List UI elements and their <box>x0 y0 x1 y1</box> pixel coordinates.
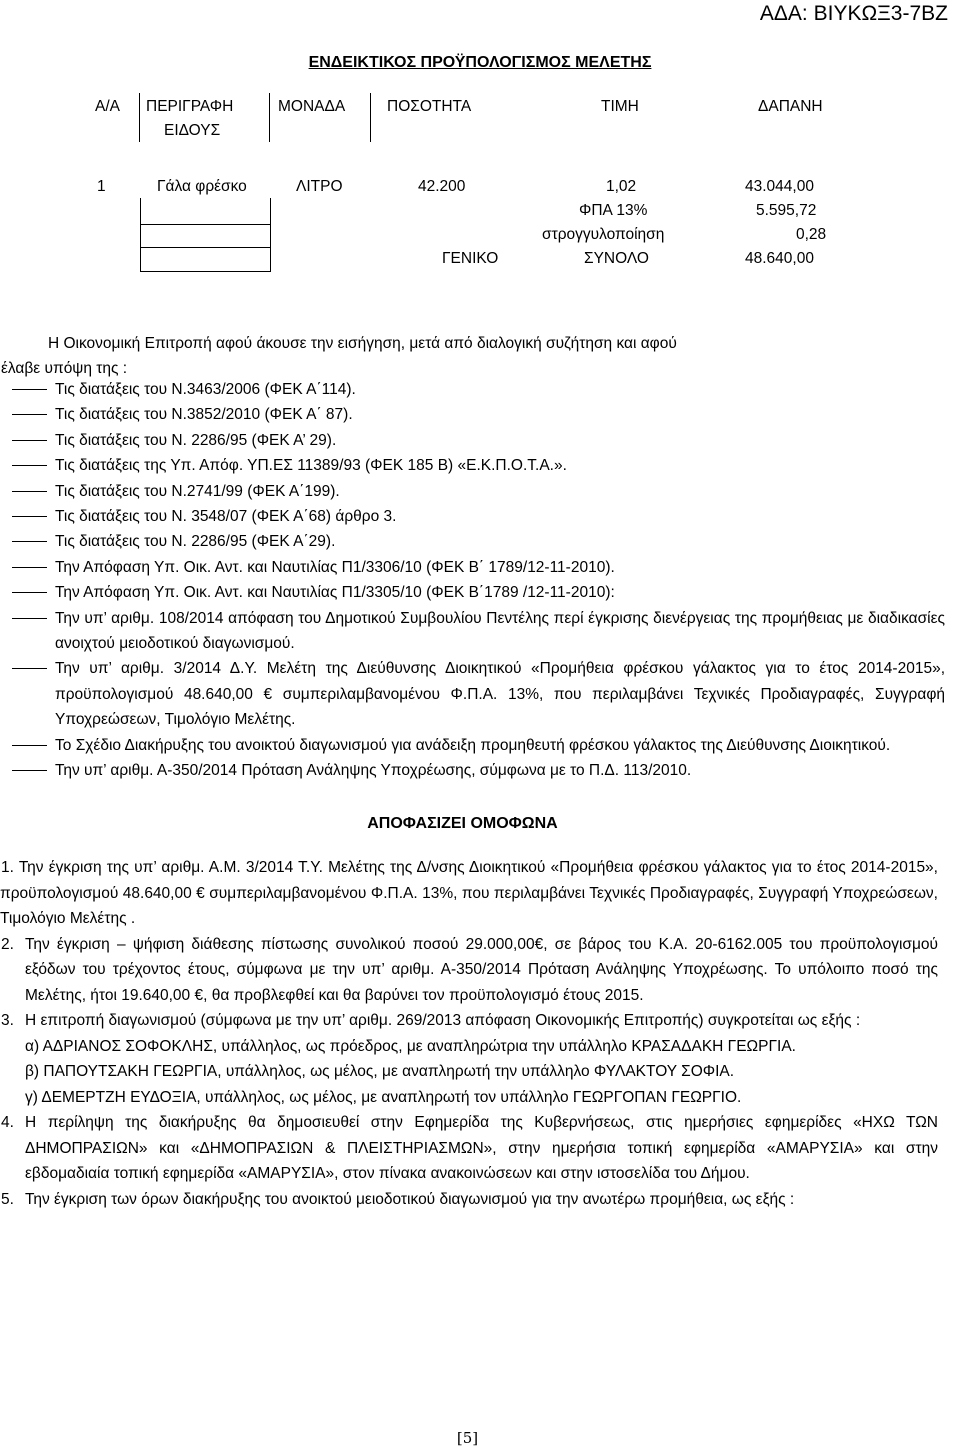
list-item-text: Τις διατάξεις του Ν. 2286/95 (ΦΕΚ Α΄29). <box>55 533 336 551</box>
list-item <box>0 529 945 554</box>
list-item <box>0 555 945 580</box>
decision-1 <box>0 855 938 932</box>
list-item <box>0 402 945 427</box>
dash-icon <box>12 618 47 619</box>
list-item <box>0 733 945 758</box>
list-item-text: Την Απόφαση Υπ. Οικ. Αντ. και Ναυτιλίας Π1/3305/10 (ΦΕΚ Β΄1789 /12-11-2010): <box>55 584 615 602</box>
decision-2-number: 2. <box>1 935 14 953</box>
list-item-text: Τις διατάξεις του Ν. 3548/07 (ΦΕΚ Α΄68) άρθρο 3. <box>55 508 397 526</box>
intro-line-1: Η Οικονομική Επιτροπή αφού άκουσε την εισήγηση, μετά από διαλογική συζήτηση και αφού <box>48 335 677 352</box>
col-description: ΠΕΡΙΓΡΑΦΗ <box>146 98 234 115</box>
row-cost: 43.044,00 <box>745 178 814 195</box>
decision-1-text: 1. Την έγκριση της υπ’ αριθμ. Α.Μ. 3/2014 Τ.Υ. Μελέτης της Δ/νσης Διοικητικού «Προμήθεια φρέσκου γάλακτος για το έτος 2014-2015», προϋπολογισμού 48.640,00 € συμπεριλαμβανομένου Φ.Π.Α. 13%, που περιλαμβάνει Τεχνικές Προδιαγραφές, Συγγραφή Υποχρεώσεων, Τιμολόγιο Μελέτης . <box>0 859 938 927</box>
decision-3-number: 3. <box>1 1012 14 1029</box>
decision-4-text: Η περίληψη της διακήρυξης θα δημοσιευθεί στην Εφημερίδα της Κυβερνήσεως, στις ημερήσιες εφημερίδες «ΗΧΩ ΤΩΝ ΔΗΜΟΠΡΑΣΙΩΝ» και «ΔΗΜΟΠΡΑΣΙΩΝ & ΠΛΕΙΣΤΗΡΙΑΣΜΩΝ», στην ημερήσια τοπική εφημερίδα «ΑΜΑΡΥΣΙΑ» και στην εβδομαδιαία τοπική εφημερίδα «ΑΜΑΡΥΣΙΑ», στον πίνακα ανακοινώσεων και στην ιστοσελίδα του Δήμου. <box>25 1114 938 1182</box>
decision-2 <box>0 932 938 1009</box>
list-item-text: Την υπ’ αριθμ. 3/2014 Δ.Υ. Μελέτη της Διεύθυνσης Διοικητικού «Προμήθεια φρέσκου γάλακτος για το έτος 2014-2015», προϋπολογισμού 48.640,00 € συμπεριλαμβανομένου Φ.Π.Α. 13%, που περιλαμβάνει Τεχνικές Προδιαγραφές, Συγγραφή Υποχρεώσεων, Τιμολόγιο Μελέτης. <box>55 660 945 729</box>
decision-3 <box>0 1008 938 1034</box>
decisions-list <box>0 855 938 1212</box>
row-description: Γάλα φρέσκο <box>157 178 247 195</box>
total-value: 48.640,00 <box>745 250 814 267</box>
vat-label: ΦΠΑ 13% <box>579 202 648 219</box>
dash-icon <box>12 592 47 593</box>
decision-4 <box>0 1110 938 1187</box>
list-item <box>0 428 945 453</box>
row-price: 1,02 <box>606 178 637 195</box>
dash-icon <box>12 465 47 466</box>
dash-icon <box>12 567 47 568</box>
page-number: [5] <box>456 1429 479 1447</box>
decision-5-text: Την έγκριση των όρων διακήρυξης του ανοικτού μειοδοτικού διαγωνισμού για την ανωτέρω προμήθεια, ως εξής : <box>25 1190 795 1208</box>
list-item-text: Την Απόφαση Υπ. Οικ. Αντ. και Ναυτιλίας Π1/3306/10 (ΦΕΚ Β΄ 1789/12-11-2010). <box>55 558 615 576</box>
dash-icon <box>12 541 47 542</box>
dash-icon <box>12 440 47 441</box>
row-aa: 1 <box>97 178 106 195</box>
decision-3-member-b: β) ΠΑΠΟΥΤΣΑΚΗ ΓΕΩΡΓΙΑ, υπάλληλος, ως μέλος, με αναπληρωτή την υπάλληλο ΦΥΛΑΚΤΟΥ ΣΟΦΙΑ. <box>25 1063 735 1080</box>
col-unit: ΜΟΝΑΔΑ <box>278 98 346 115</box>
row-quantity: 42.200 <box>418 178 466 195</box>
decision-3-member-c: γ) ΔΕΜΕΡΤΖΗ ΕΥΔΟΞΙΑ, υπάλληλος, ως μέλος, με αναπληρωτή τον υπάλληλο ΓΕΩΡΓΟΠΑΝ ΓΕΩΡΓΙΟ. <box>25 1088 742 1106</box>
list-item-text: Την υπ’ αριθμ. 108/2014 απόφαση του Δημοτικού Συμβουλίου Πεντέλης περί έγκρισης διενέργειας της προμήθειας με διαδικασίες ανοιχτού μειοδοτικού διαγωνισμού. <box>55 609 945 653</box>
col-quantity: ΠΟΣΟΤΗΤΑ <box>387 98 472 115</box>
intro-line-2: έλαβε υπόψη της : <box>1 360 128 377</box>
dash-icon <box>12 516 47 517</box>
decision-3-text: Η επιτροπή διαγωνισμού (σύμφωνα με την υπ’ αριθμ. 269/2013 απόφαση Οικονομικής Επιτροπής) συγκροτείται ως εξής : <box>25 1012 861 1029</box>
list-item-text: Τις διατάξεις της Υπ. Απόφ. ΥΠ.ΕΣ 11389/93 (ΦΕΚ 185 Β) «Ε.Κ.Π.Ο.Τ.Α.». <box>55 457 567 475</box>
col-aa: Α/Α <box>95 98 120 115</box>
decision-3-member-a: α) ΑΔΡΙΑΝΟΣ ΣΟΦΟΚΛΗΣ, υπάλληλος, ως πρόεδρος, με αναπληρώτρια την υπάλληλο ΚΡΑΣΑΔΑΚΗ ΓΕΩΡΓΙΑ. <box>25 1037 796 1055</box>
col-price: ΤΙΜΗ <box>601 98 639 115</box>
list-item <box>0 758 945 783</box>
dash-icon <box>12 745 47 746</box>
col-cost: ΔΑΠΑΝΗ <box>758 98 823 115</box>
list-item <box>0 656 945 732</box>
list-item-text: Τις διατάξεις του Ν.3463/2006 (ΦΕΚ Α΄114). <box>55 381 356 398</box>
list-item <box>0 504 945 529</box>
decision-4-number: 4. <box>1 1114 14 1131</box>
dash-icon <box>12 668 47 669</box>
rounding-label: στρογγυλοποίηση <box>542 226 665 243</box>
ada-code: ΑΔΑ: ΒΙΥΚΩΞ3-7ΒΖ <box>759 2 948 25</box>
decision-5-number: 5. <box>1 1190 14 1208</box>
rounding-value: 0,28 <box>796 226 827 243</box>
list-item <box>0 377 945 402</box>
list-item <box>0 479 945 504</box>
decision-heading: ΑΠΟΦΑΣΙΖΕΙ ΟΜΟΦΩΝΑ <box>367 815 558 832</box>
col-description-2: ΕΙΔΟΥΣ <box>164 122 221 139</box>
dash-icon <box>12 770 47 771</box>
dash-icon <box>12 414 47 415</box>
list-item-text: Τις διατάξεις του Ν.2741/99 (ΦΕΚ Α΄199). <box>55 482 340 500</box>
row-unit: ΛΙΤΡΟ <box>296 178 343 195</box>
dash-icon <box>12 389 47 390</box>
dash-icon <box>12 491 47 492</box>
list-item <box>0 453 945 478</box>
list-item <box>0 580 945 605</box>
total-label-1: ΓΕΝΙΚΟ <box>442 250 499 267</box>
list-item <box>0 606 945 657</box>
budget-title: ΕΝΔΕΙΚΤΙΚΟΣ ΠΡΟΫΠΟΛΟΓΙΣΜΟΣ ΜΕΛΕΤΗΣ <box>308 54 652 71</box>
list-item-text: Τις διατάξεις του Ν.3852/2010 (ΦΕΚ Α΄ 87). <box>55 406 353 424</box>
decision-5 <box>0 1187 938 1213</box>
total-label-2: ΣΥΝΟΛΟ <box>584 250 649 267</box>
list-item-text: Την υπ’ αριθμ. Α-350/2014 Πρόταση Ανάληψης Υποχρέωσης, σύμφωνα με το Π.Δ. 113/2010. <box>55 762 692 780</box>
list-item-text: Το Σχέδιο Διακήρυξης του ανοικτού διαγωνισμού για ανάδειξη προμηθευτή φρέσκου γάλακτος της Διεύθυνσης Διοικητικού. <box>55 736 891 754</box>
vat-value: 5.595,72 <box>756 202 817 219</box>
list-item-text: Τις διατάξεις του Ν. 2286/95 (ΦΕΚ Α’ 29). <box>55 431 337 449</box>
decision-2-text: Την έγκριση – ψήφιση διάθεσης πίστωσης συνολικού ποσού 29.000,00€, σε βάρος του Κ.Α. 20-6162.005 του προϋπολογισμού εξόδων του τρέχοντος έτους, σύμφωνα με την υπ’ αριθμ. Α-350/2014 Πρόταση Ανάληψης Υποχρέωσης. Το υπόλοιπο ποσό της Μελέτης, ήτοι 19.640,00 €, θα προβλεφθεί και θα βαρύνει τον προϋπολογισμό έτους 2015. <box>25 935 938 1004</box>
considerations-list <box>0 377 945 784</box>
